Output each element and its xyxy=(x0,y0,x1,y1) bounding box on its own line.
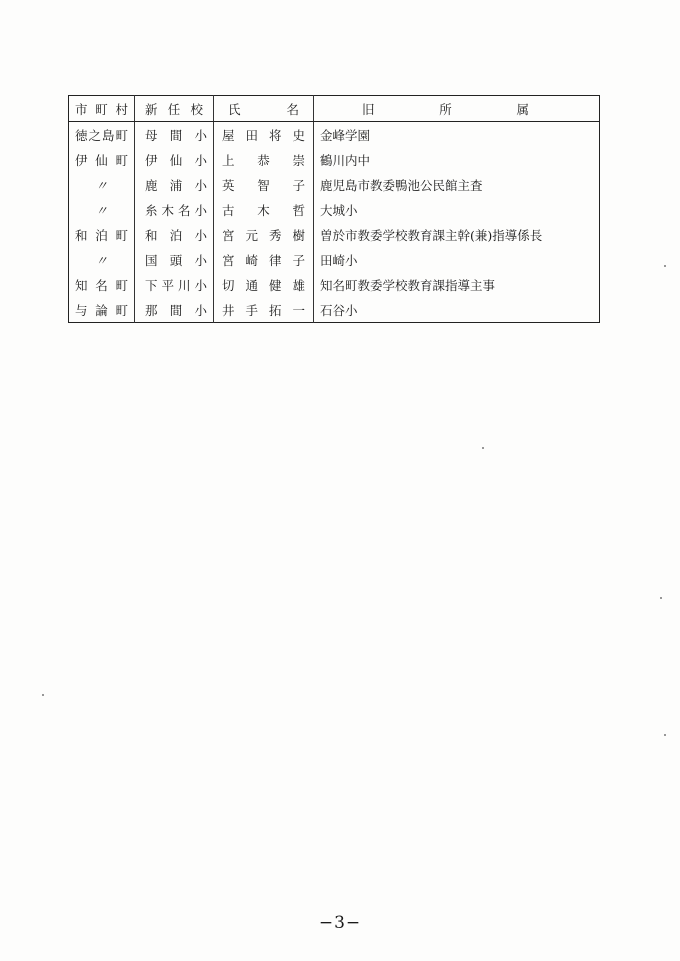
cell-municipality-text: 伊仙町 xyxy=(75,152,128,168)
cell-municipality-text: 知名町 xyxy=(75,277,128,293)
table-body xyxy=(69,122,600,323)
cell-name-text: 宮崎律子 xyxy=(222,252,305,268)
header-municipality xyxy=(69,96,135,122)
cell-name xyxy=(214,172,314,197)
cell-previous-post xyxy=(314,172,600,197)
cell-new-school xyxy=(135,297,214,323)
cell-new-school-text: 国頭小 xyxy=(145,252,207,268)
cell-previous-post-text: 石谷小 xyxy=(320,302,358,318)
cell-new-school-text: 下平川小 xyxy=(145,277,207,293)
cell-municipality xyxy=(69,172,135,197)
cell-name xyxy=(214,297,314,323)
cell-name xyxy=(214,122,314,148)
cell-previous-post-text: 鹿児島市教委鴨池公民館主査 xyxy=(320,177,483,193)
cell-municipality-text: 〃 xyxy=(95,202,108,218)
cell-municipality-text: 与論町 xyxy=(75,302,128,318)
table-row xyxy=(69,147,600,172)
table-row xyxy=(69,122,600,148)
cell-previous-post-text: 田崎小 xyxy=(320,252,358,268)
table-row xyxy=(69,197,600,222)
cell-previous-post-text: 大城小 xyxy=(320,202,358,218)
cell-name xyxy=(214,147,314,172)
scan-speck xyxy=(482,447,484,449)
cell-municipality xyxy=(69,122,135,148)
cell-new-school xyxy=(135,197,214,222)
cell-new-school-text: 伊仙小 xyxy=(145,152,207,168)
cell-previous-post-text: 金峰学園 xyxy=(320,127,371,143)
table-row xyxy=(69,297,600,323)
cell-previous-post xyxy=(314,147,600,172)
cell-previous-post-text: 鶴川内中 xyxy=(320,152,371,168)
scan-speck xyxy=(660,597,662,599)
header-previous-post xyxy=(314,96,600,122)
cell-name-text: 英智子 xyxy=(222,177,305,193)
table-row xyxy=(69,172,600,197)
cell-name xyxy=(214,222,314,247)
cell-new-school xyxy=(135,247,214,272)
table-row xyxy=(69,222,600,247)
cell-municipality-text: 〃 xyxy=(95,177,108,193)
cell-new-school xyxy=(135,147,214,172)
header-name xyxy=(214,96,314,122)
page-number: −3− xyxy=(318,913,362,933)
cell-previous-post xyxy=(314,272,600,297)
cell-municipality xyxy=(69,222,135,247)
header-municipality-label: 市町村 xyxy=(75,101,128,117)
cell-name xyxy=(214,197,314,222)
cell-municipality xyxy=(69,297,135,323)
cell-name-text: 屋田将史 xyxy=(222,127,305,143)
cell-municipality xyxy=(69,147,135,172)
header-new-school xyxy=(135,96,214,122)
cell-municipality-text: 徳之島町 xyxy=(75,127,128,143)
table-row xyxy=(69,272,600,297)
scan-speck xyxy=(664,734,666,736)
cell-new-school-text: 糸木名小 xyxy=(145,202,207,218)
header-new-school-label: 新任校 xyxy=(145,101,203,117)
personnel-table xyxy=(68,95,600,323)
header-previous-post-label: 旧所属 xyxy=(362,101,529,117)
cell-previous-post xyxy=(314,122,600,148)
cell-previous-post xyxy=(314,247,600,272)
header-name-label: 氏名 xyxy=(228,101,299,117)
cell-new-school xyxy=(135,222,214,247)
cell-name xyxy=(214,247,314,272)
scan-speck xyxy=(664,265,666,267)
cell-previous-post-text: 知名町教委学校教育課指導主事 xyxy=(320,277,496,293)
cell-municipality xyxy=(69,247,135,272)
cell-new-school xyxy=(135,272,214,297)
cell-new-school xyxy=(135,172,214,197)
cell-name xyxy=(214,272,314,297)
cell-new-school-text: 母間小 xyxy=(145,127,207,143)
cell-municipality xyxy=(69,197,135,222)
cell-new-school-text: 那間小 xyxy=(145,302,207,318)
cell-name-text: 井手拓一 xyxy=(222,302,305,318)
table-row xyxy=(69,247,600,272)
cell-municipality xyxy=(69,272,135,297)
cell-name-text: 宮元秀樹 xyxy=(222,227,305,243)
cell-previous-post-text: 曽於市教委学校教育課主幹(兼)指導係長 xyxy=(320,227,543,243)
cell-name-text: 古木哲 xyxy=(222,202,305,218)
cell-municipality-text: 〃 xyxy=(95,252,108,268)
cell-name-text: 切通健雄 xyxy=(222,277,305,293)
cell-previous-post xyxy=(314,197,600,222)
cell-new-school-text: 和泊小 xyxy=(145,227,207,243)
cell-new-school xyxy=(135,122,214,148)
cell-previous-post xyxy=(314,222,600,247)
scan-speck xyxy=(42,694,44,696)
cell-previous-post xyxy=(314,297,600,323)
table-header-row xyxy=(69,96,600,122)
cell-name-text: 上恭崇 xyxy=(222,152,305,168)
cell-municipality-text: 和泊町 xyxy=(75,227,128,243)
cell-new-school-text: 鹿浦小 xyxy=(145,177,207,193)
